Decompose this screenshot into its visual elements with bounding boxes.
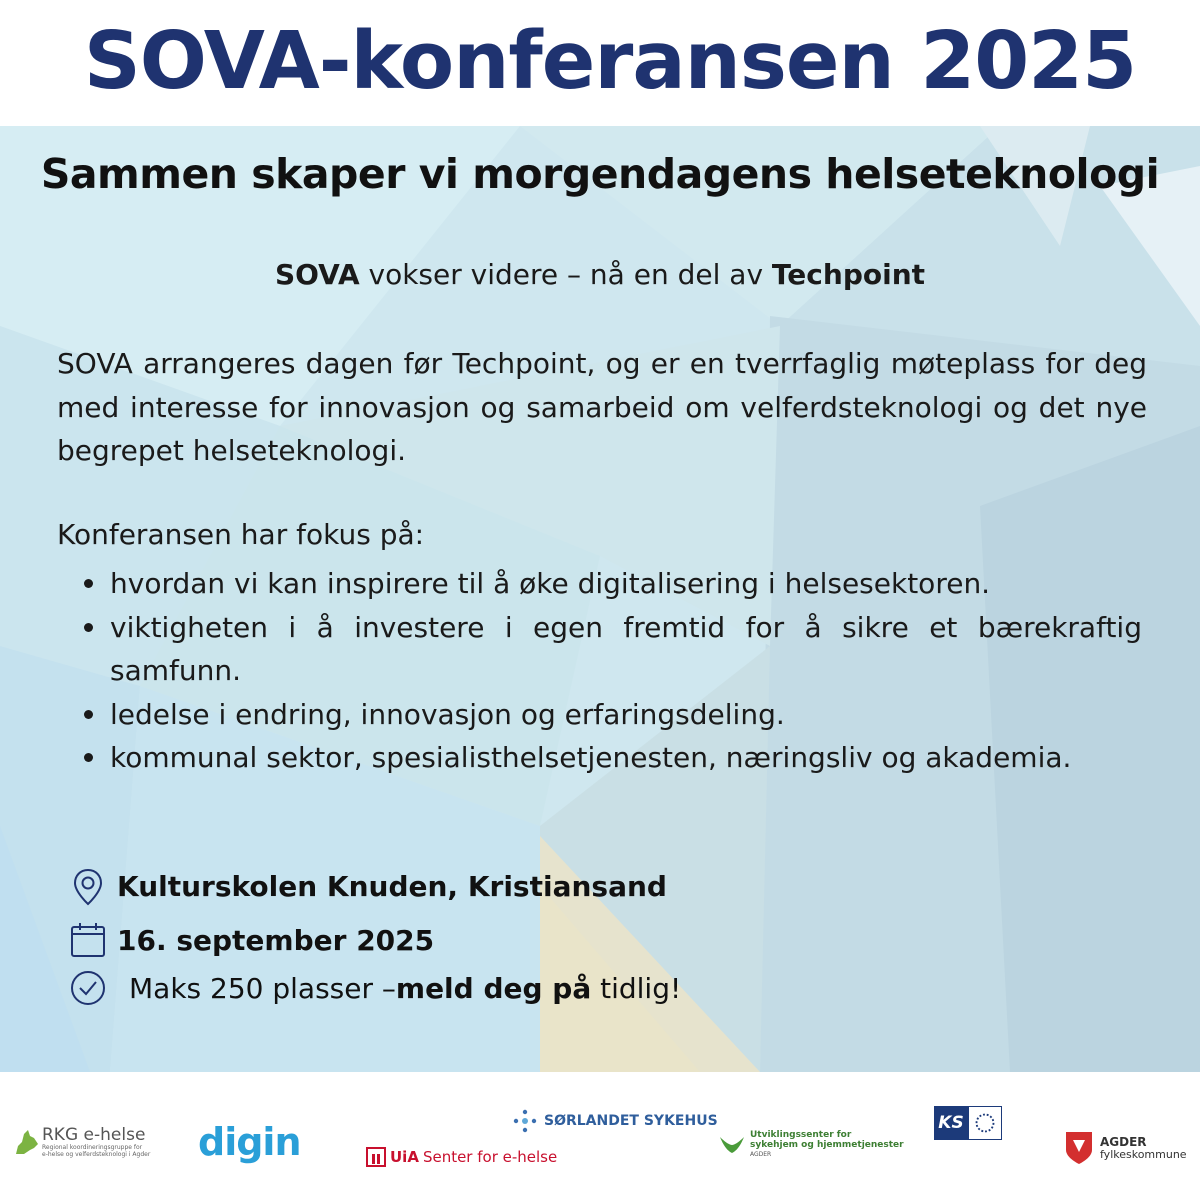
lead-sova: SOVA	[274, 258, 360, 291]
calendar-icon	[68, 920, 108, 960]
agder-logo	[1064, 1130, 1187, 1166]
digin-name: digin	[198, 1120, 301, 1164]
agder-name: AGDER	[1100, 1135, 1147, 1149]
location-text: Kulturskolen Knuden, Kristiansand	[117, 869, 667, 903]
ks-name: KS	[934, 1106, 968, 1140]
usht-line-1: Utviklingssenter for	[750, 1130, 852, 1140]
location-row	[68, 866, 667, 906]
norway-map-icon	[14, 1128, 40, 1156]
lead-line	[0, 258, 1200, 291]
check-circle-icon	[68, 968, 108, 1008]
lead-text: vokser videre – nå en del av	[359, 258, 772, 291]
seats-bold: meld deg på	[395, 971, 592, 1005]
sorlandet-logo	[512, 1108, 718, 1134]
usht-line-2: sykehjem og hjemmetjenester	[750, 1140, 904, 1150]
list-item: hvordan vi kan inspirere til å øke digitalisering i helsesektoren.	[80, 562, 1142, 606]
uia-name: Senter for e-helse	[422, 1148, 558, 1166]
date-text: 16. september 2025	[117, 923, 435, 957]
focus-heading: Konferansen har fokus på:	[57, 518, 425, 551]
rkg-name: RKG e-helse	[42, 1125, 146, 1145]
map-pin-icon	[68, 866, 108, 906]
list-item: kommunal sektor, spesialisthelsetjenesten, næringsliv og akademia.	[80, 736, 1142, 780]
intro-paragraph: SOVA arrangeres dagen før Techpoint, og er en tverrfaglig møteplass for deg med interesse for innovasjon og samarbeid om velferdsteknologi og det nye begrepet helseteknologi.	[57, 347, 1147, 467]
seats-suffix: tidlig!	[591, 971, 682, 1005]
seats-prefix: Maks 250 plasser –	[129, 971, 396, 1005]
seats-row	[68, 968, 681, 1008]
rkg-logo	[14, 1126, 150, 1158]
rkg-tagline-1: Regional koordineringsgruppe for	[42, 1144, 143, 1151]
digin-logo	[198, 1120, 301, 1164]
sorlandet-mark-icon	[512, 1108, 538, 1134]
ks-star-icon	[968, 1106, 1002, 1140]
focus-list	[80, 562, 1142, 780]
rkg-tagline-2: e-helse og velferdsteknologi i Agder	[42, 1151, 151, 1158]
date-row	[68, 920, 434, 960]
list-item: viktigheten i å investere i egen fremtid for å sikre et bærekraftig samfunn.	[80, 606, 1142, 693]
agder-sub: fylkeskommune	[1100, 1148, 1187, 1161]
uia-mark: UiA	[390, 1148, 419, 1166]
sorlandet-name: SØRLANDET SYKEHUS	[544, 1113, 718, 1129]
page-title: SOVA-konferansen 2025	[83, 15, 1137, 107]
usht-mark-icon	[718, 1133, 746, 1157]
usht-logo	[718, 1130, 904, 1159]
subtitle: Sammen skaper vi morgendagens helseteknologi	[40, 150, 1160, 198]
usht-line-3: AGDER	[750, 1151, 772, 1158]
ks-logo	[934, 1106, 1002, 1140]
uia-mark-icon	[366, 1146, 386, 1168]
partner-logos	[0, 1072, 1200, 1200]
lead-techpoint: Techpoint	[771, 258, 926, 291]
uia-logo	[366, 1146, 557, 1168]
header	[0, 0, 1200, 126]
list-item: ledelse i endring, innovasjon og erfaringsdeling.	[80, 693, 1142, 737]
agder-coat-of-arms-icon	[1064, 1130, 1094, 1166]
